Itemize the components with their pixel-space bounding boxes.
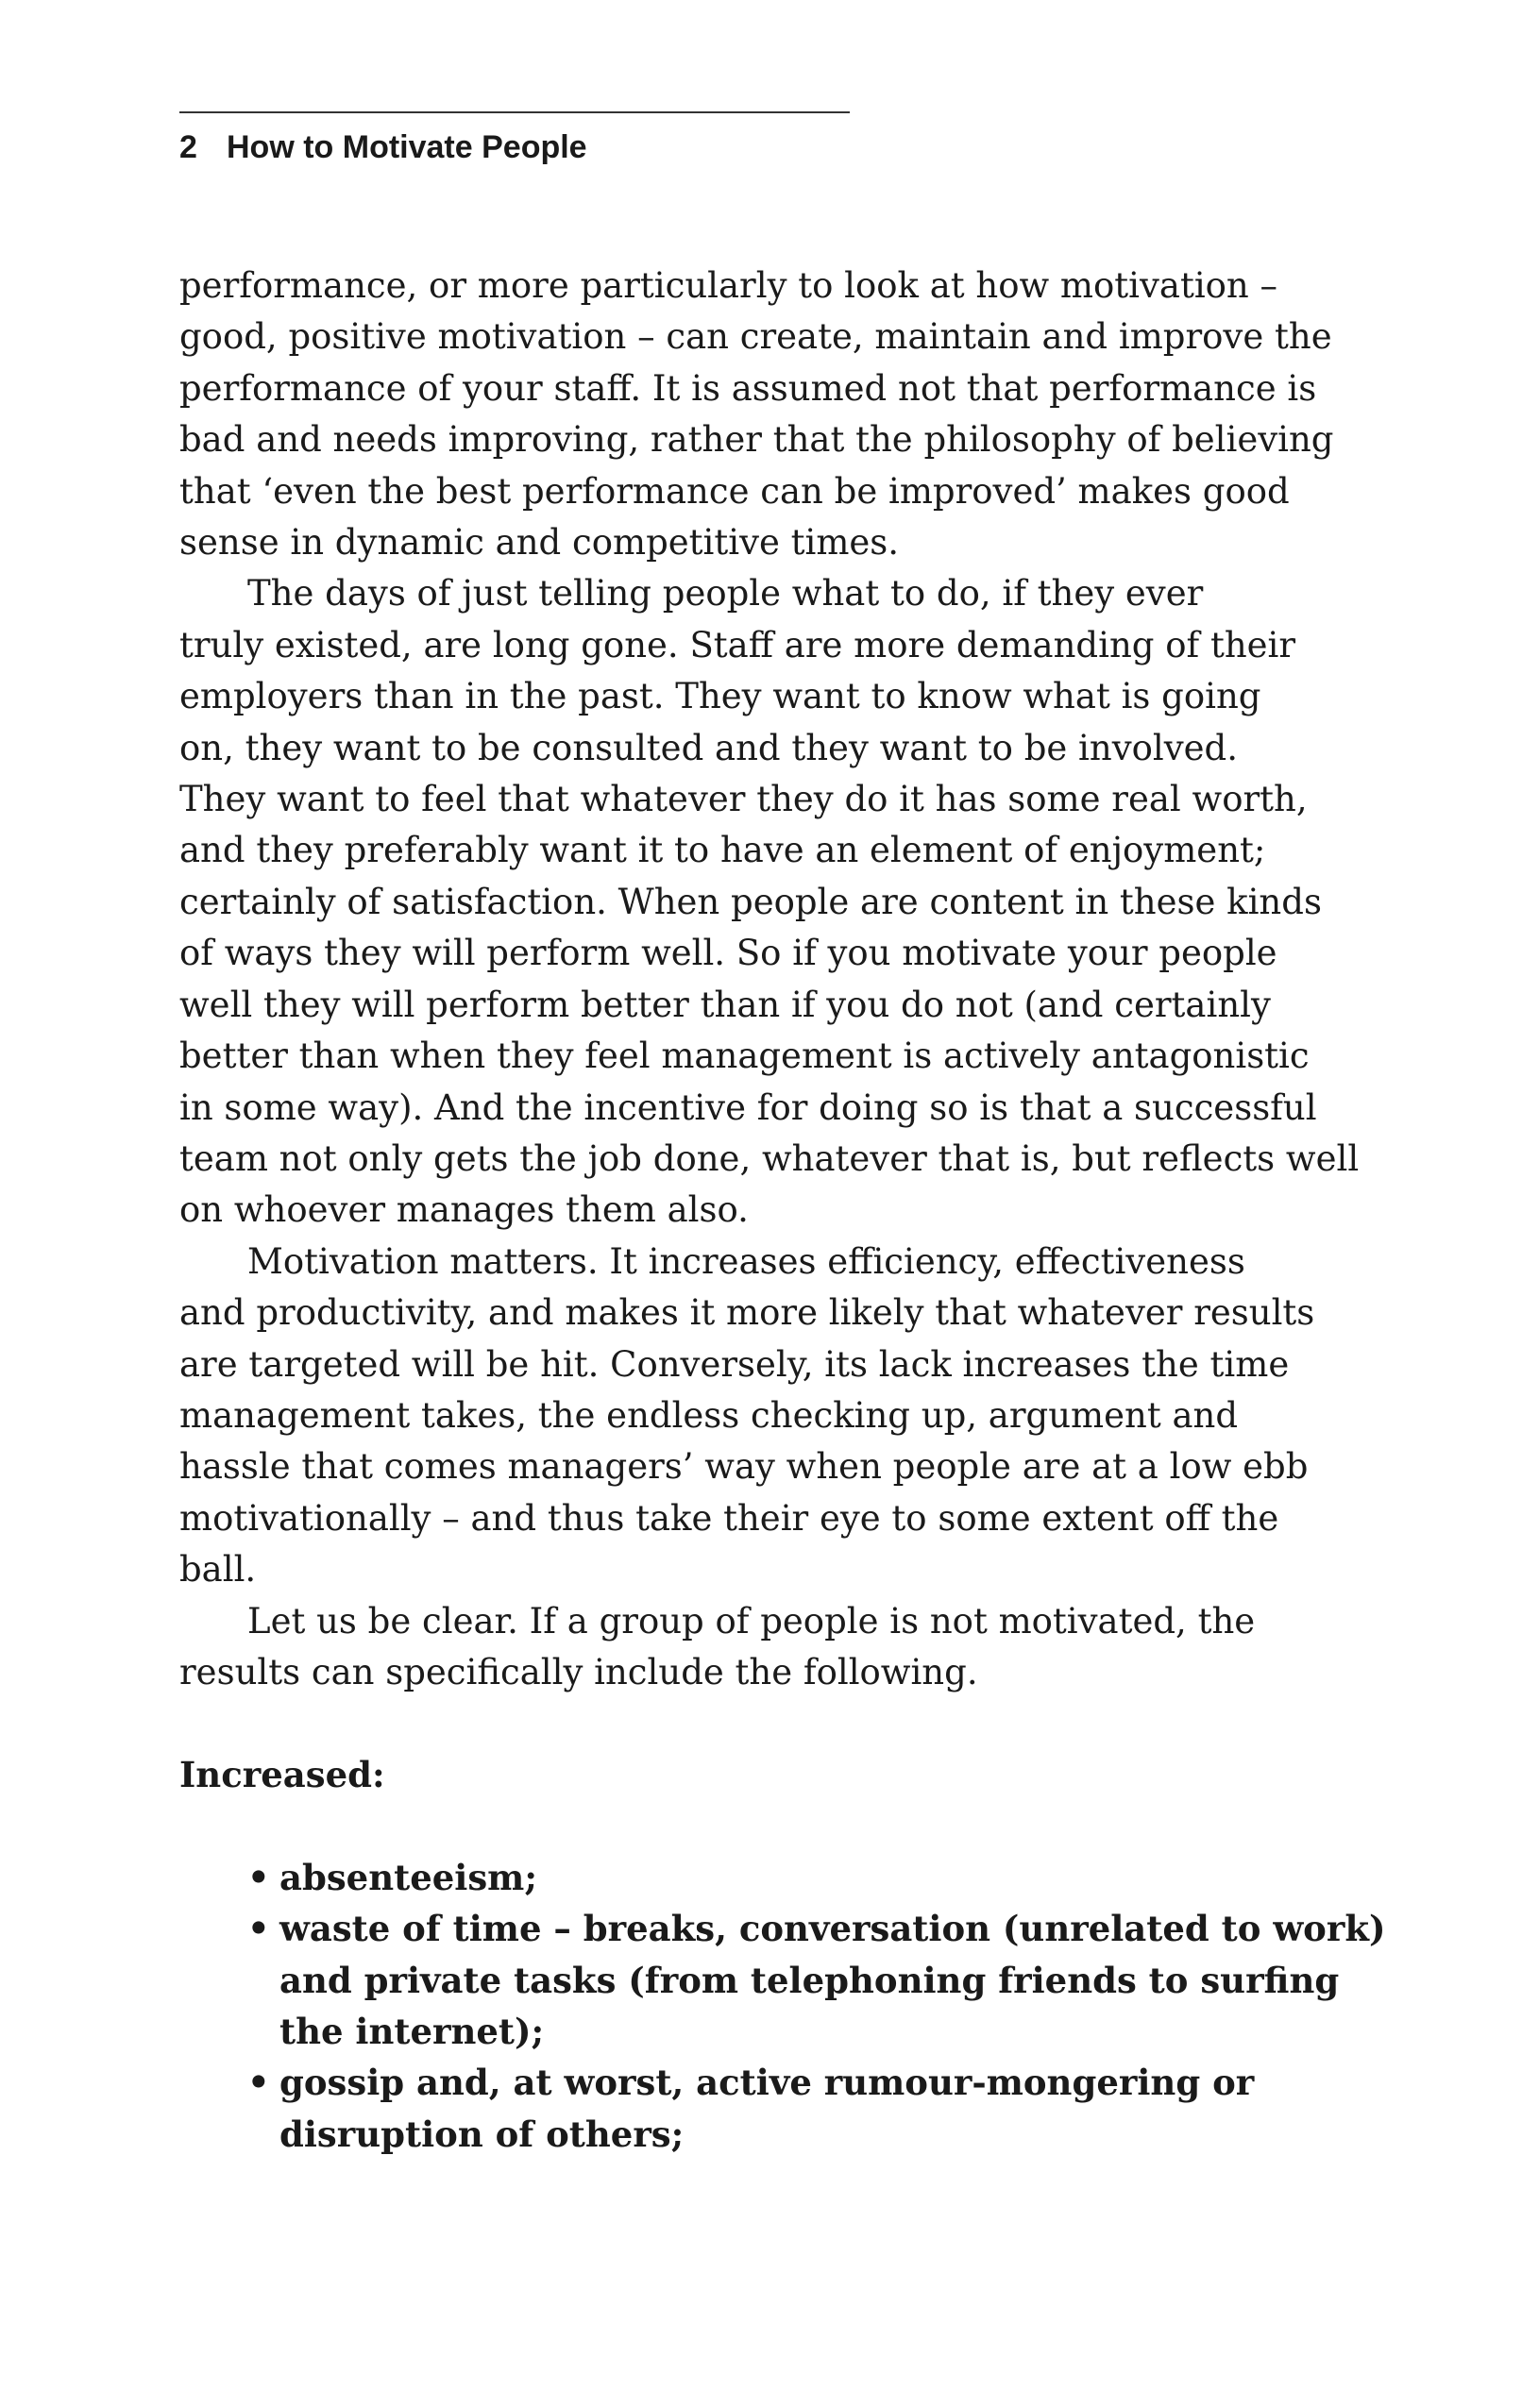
text-line: The days of just telling people what to do, if they ever: [247, 573, 1204, 615]
running-header: [179, 111, 850, 167]
list-item: [247, 1852, 1322, 1903]
text-line: truly existed, are long gone. Staff are more demanding of their: [179, 624, 1296, 665]
text-line: well they will perform better than if you do not (and certainly: [179, 984, 1271, 1025]
text-line: certainly of satisfaction. When people are content in these kinds: [179, 881, 1322, 922]
body-text: [179, 261, 1386, 2160]
text-line: are targeted will be hit. Conversely, its lack increases the time: [179, 1343, 1290, 1385]
text-line: results can specifically include the following.: [179, 1651, 978, 1692]
text-line: employers than in the past. They want to know what is going: [179, 676, 1261, 717]
text-line: that ‘even the best performance can be improved’ makes good: [179, 470, 1290, 512]
text-line: absenteeism;: [279, 1856, 537, 1898]
text-line: hassle that comes managers’ way when people are at a low ebb: [179, 1446, 1309, 1488]
text-line: better than when they feel management is actively antagonistic: [179, 1036, 1310, 1077]
text-line: in some way). And the incentive for doing so is that a successful: [179, 1086, 1317, 1128]
text-line: ball.: [179, 1549, 257, 1591]
bullet-icon: •: [247, 2062, 270, 2104]
text-line: Let us be clear. If a group of people is not motivated, the: [247, 1600, 1256, 1642]
bullet-icon: •: [247, 1856, 270, 1898]
subheading: Increased:: [179, 1754, 385, 1796]
text-line: management takes, the endless checking up, argument and: [179, 1394, 1239, 1436]
list-item: [247, 2057, 1322, 2160]
bullet-list: [179, 1852, 1386, 2160]
text-line: good, positive motivation – can create, maintain and improve the: [179, 316, 1332, 358]
paragraph: [179, 1237, 1322, 1596]
text-line: and they preferably want it to have an element of enjoyment;: [179, 830, 1266, 871]
text-line: team not only gets the job done, whatever that is, but reflects well: [179, 1137, 1360, 1179]
text-line: Motivation matters. It increases efficiency, effectiveness: [247, 1240, 1245, 1282]
page-number: 2: [179, 129, 197, 165]
text-line: waste of time – breaks, conversation (unrelated to work): [279, 1908, 1386, 1950]
bullet-icon: •: [247, 1908, 270, 1950]
text-line: sense in dynamic and competitive times.: [179, 522, 900, 564]
text-line: disruption of others;: [279, 2113, 685, 2155]
text-line: on, they want to be consulted and they want to be involved.: [179, 727, 1238, 768]
list-item: [247, 1903, 1386, 2057]
text-line: performance of your staff. It is assumed not that performance is: [179, 367, 1317, 409]
text-line: and private tasks (from telephoning friends to surfing: [279, 1959, 1340, 2001]
text-line: motivationally – and thus take their eye to some extent off the: [179, 1497, 1279, 1539]
text-line: They want to feel that whatever they do it has some real worth,: [179, 779, 1308, 820]
text-line: performance, or more particularly to look at how motivation –: [179, 265, 1278, 306]
text-line: the internet);: [279, 2011, 545, 2052]
text-line: bad and needs improving, rather that the philosophy of believing: [179, 419, 1334, 461]
text-line: of ways they will perform well. So if you motivate your people: [179, 933, 1277, 974]
text-line: and productivity, and makes it more likely that whatever results: [179, 1292, 1315, 1334]
text-line: on whoever manages them also.: [179, 1189, 749, 1231]
paragraph: [179, 261, 1334, 568]
paragraph: [179, 1596, 1322, 1699]
running-head-title: How to Motivate People: [227, 129, 587, 165]
paragraph: [179, 568, 1360, 1236]
text-line: gossip and, at worst, active rumour-mongering or: [279, 2062, 1255, 2104]
